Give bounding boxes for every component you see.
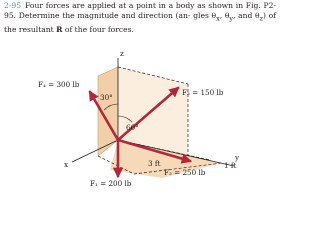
f2-label: F₂ = 250 lb <box>164 168 206 177</box>
axis-z-label: z <box>120 49 124 58</box>
problem-line-1: Four forces are applied at a point in a body as shown <box>25 1 234 10</box>
problem-line-2: in Fig. P2-95. Determine the magnitude and direction (an- <box>4 1 276 20</box>
problem-line-3b: , θ <box>219 11 230 20</box>
problem-line-3d: ) of the resultant <box>4 11 277 34</box>
problem-line-3c: , and θ <box>232 11 260 20</box>
problem-line-3a: gles θ <box>193 11 217 20</box>
axis-x-label: x <box>64 160 69 169</box>
subscript-x: x <box>216 15 220 23</box>
problem-number: 2-95 <box>4 1 22 10</box>
dim-1ft-label: 1 ft <box>224 161 237 170</box>
dim-3ft-label: 3 ft <box>148 159 161 168</box>
f1-label: F₁ = 200 lb <box>90 179 132 188</box>
resultant-symbol: R <box>56 24 63 34</box>
angle-30-label: 30° <box>100 93 113 102</box>
f3-label: F₃ = 150 lb <box>182 88 224 97</box>
subscript-y: y <box>229 15 233 23</box>
angle-60-label: 60° <box>126 123 139 132</box>
f4-label: F₄ = 300 lb <box>38 80 80 89</box>
axis-y-label: y <box>235 153 240 162</box>
x-axis <box>72 140 118 162</box>
subscript-z: z <box>259 15 263 23</box>
problem-line-3e: of the four forces. <box>64 24 134 34</box>
